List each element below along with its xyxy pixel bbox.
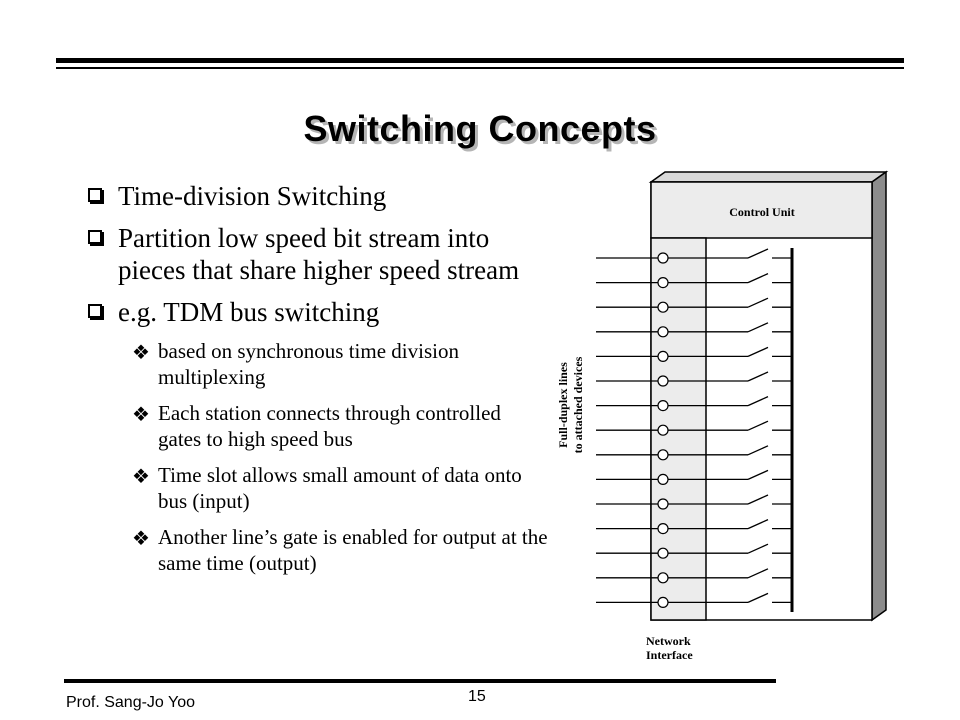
diamond-bullet-icon: ❖ — [132, 340, 150, 364]
cabinet-side — [872, 172, 886, 620]
bullet-text: Partition low speed bit stream into pieces that share higher speed stream — [118, 223, 520, 285]
interface-port-icon — [658, 597, 668, 607]
bottom-rule — [64, 679, 776, 683]
bullet-text: e.g. TDM bus switching — [118, 297, 380, 327]
footer-author: Prof. Sang-Jo Yoo — [66, 694, 195, 711]
diamond-bullet-icon: ❖ — [132, 526, 150, 550]
interface-port-icon — [658, 376, 668, 386]
interface-port-icon — [658, 573, 668, 583]
interface-port-icon — [658, 548, 668, 558]
control-unit-label: Control Unit — [729, 205, 795, 219]
diamond-bullet-icon: ❖ — [132, 464, 150, 488]
sub-bullet-text: Time slot allows small amount of data onto bus (input) — [158, 463, 522, 513]
sub-bullet-text: based on synchronous time division multiplexing — [158, 339, 459, 389]
interface-port-icon — [658, 425, 668, 435]
sub-bullet-text: Each station connects through controlled gates to high speed bus — [158, 401, 501, 451]
interface-port-icon — [658, 524, 668, 534]
interface-port-icon — [658, 327, 668, 337]
interface-port-icon — [658, 450, 668, 460]
network-interface-label-line2: Interface — [646, 648, 693, 662]
interface-port-icon — [658, 302, 668, 312]
interface-port-icon — [658, 474, 668, 484]
sub-bullet-text: Another line’s gate is enabled for output at the same time (output) — [158, 525, 548, 575]
interface-port-icon — [658, 499, 668, 509]
cabinet-top — [651, 172, 886, 182]
interface-port-icon — [658, 253, 668, 263]
bullet-text: Time-division Switching — [118, 181, 387, 211]
page-number: 15 — [468, 688, 486, 705]
side-label-line2: to attached devices — [571, 356, 585, 454]
interface-port-icon — [658, 351, 668, 361]
diamond-bullet-icon: ❖ — [132, 402, 150, 426]
side-label-line1: Full-duplex lines — [556, 362, 570, 448]
slide-title: Switching Concepts — [303, 108, 657, 149]
interface-port-icon — [658, 401, 668, 411]
network-interface-label-line1: Network — [646, 634, 691, 648]
interface-port-icon — [658, 278, 668, 288]
